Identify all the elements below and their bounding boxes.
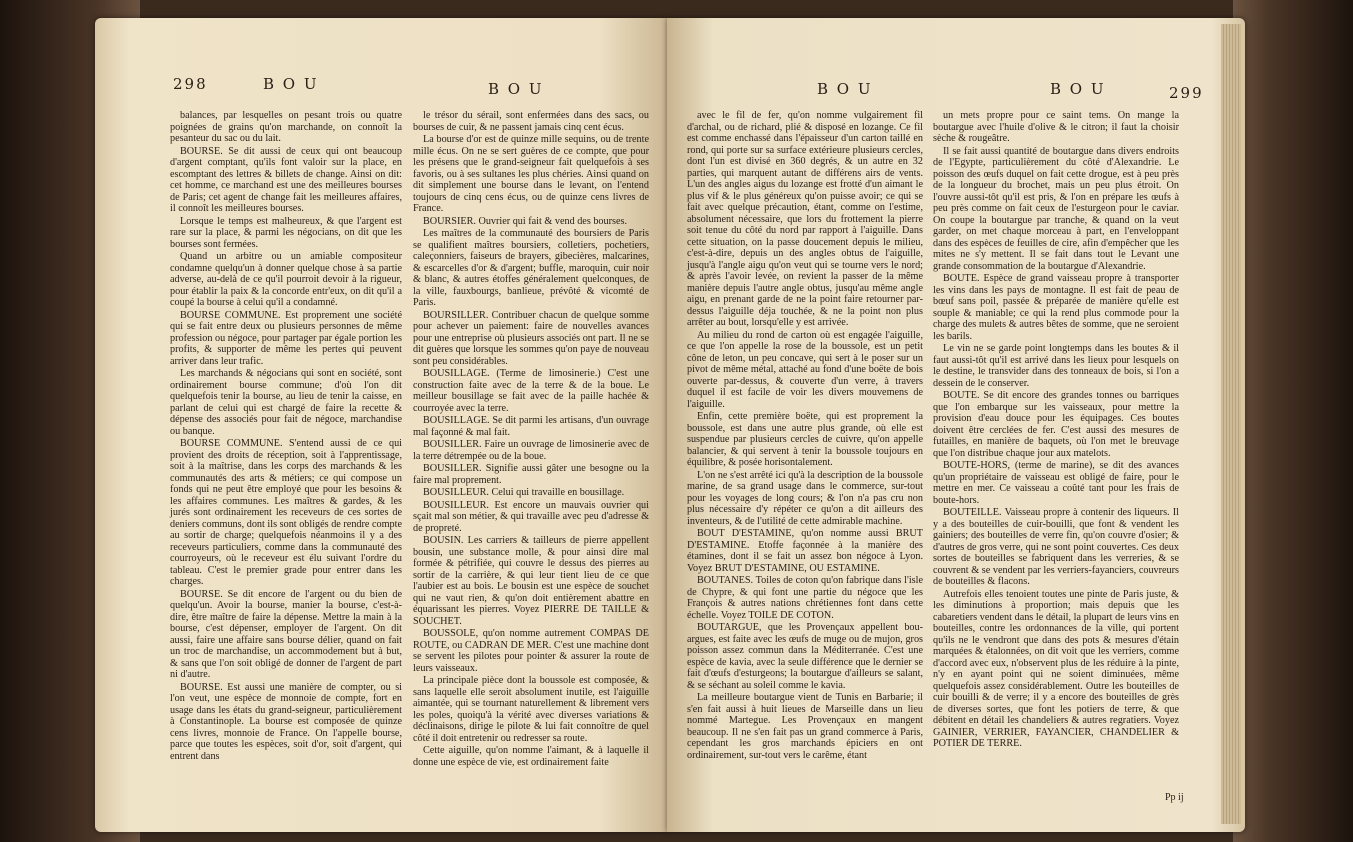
paragraph: un mets propre pour ce saint tems. On mange la boutargue avec l'huile d'olive & le citron; il faut la choisir sèche & rougeâtre. <box>933 110 1179 144</box>
running-header-left-col2: B O U <box>488 80 544 98</box>
paragraph: BOUTARGUE, que les Provençaux appellent bou-argues, est faite avec les œufs de muge ou de mujon, gros poisson assez commun dans la Méditerranée. C'est une espèce de kavia, avec la seule différence que le dernier se fait d'œufs d'esturgeons; la boutargue d'ailleurs se salant, & se séchant au soleil comme le kavia. <box>687 622 923 691</box>
paragraph: BOUSILLER. Faire un ouvrage de limosinerie avec de la terre détrempée ou de la boue. <box>413 439 649 462</box>
paragraph: La principale pièce dont la boussole est composée, & sans laquelle elle seroit absolument inutile, est l'aiguille aimantée, qui se tournant naturellement & librement vers les poles, quoiqu'à la vérité avec diverses variations & déclinaisons, dirige le pilote & lui fait connoître de quel côté il doit entretenir ou redresser sa route. <box>413 675 649 744</box>
paragraph: BOUSIN. Les carriers & tailleurs de pierre appellent bousin, une substance molle, & pour ainsi dire mal formée & pétrifiée, qui couvre le dessus des pierres au sortir de la carrière, & qui leur tient lieu de ce que l'aubier est au bois. Le bousin est une espèce de souchet qui ne vaut rien, & qu'on doit entièrement abattre en équarissant les pierres. Voyez PIERRE DE TAILLE & SOUCHET. <box>413 535 649 627</box>
running-header-right-col2: B O U <box>1050 80 1106 98</box>
paragraph: BOUTE. Espèce de grand vaisseau propre à transporter les vins dans les pays de montagne. Il est fait de peau de bœuf sans poil, passée & préparée de manière qu'elle est souple & maniable; ce qui la rend plus commode pour la charge des mulets & autres bêtes de somme, que ne seroient les barils. <box>933 273 1179 342</box>
page-edges <box>1221 24 1241 824</box>
paragraph: BOUSILLAGE. (Terme de limosinerie.) C'est une construction faite avec de la terre & de la boue. Le meilleur bousillage se fait avec de la paille hachée & courroyée avec la terre. <box>413 368 649 414</box>
paragraph: Le vin ne se garde point longtemps dans les boutes & il faut aussi-tôt qu'il est arrivé dans les lieux pour lesquels on le destine, le transvider dans des tonneaux de bois, si l'on a dessein de le conserver. <box>933 343 1179 389</box>
page-number-right: 299 <box>1169 84 1204 102</box>
paragraph: Autrefois elles tenoient toutes une pinte de Paris juste, & les diminutions à proportion; mais depuis que les cabaretiers vendent dans le détail, la plupart de leurs vins en bouteilles, contre les ordonnances de la ville, qui portent qu'ils ne le vendront que dans des pots & mesures d'étain marquées & étalonnées, on dit voit que les verriers, comme d'accord avec eux, n'observent plus de les réduire à la pinte, n'y en ayant point qui ne soient diminuées, même quelquefois assez considérablement. Outre les bouteilles de cuir bouilli & de verre; il y a encore des bouteilles de grès de diverses sortes, que font les potiers de terre, & que débitent en détail les chandeliers & autres regratiers. Voyez GAINIER, VERRIER, FAYANCIER, CHANDELIER & POTIER DE TERRE. <box>933 588 1179 749</box>
paragraph: BOURSE. Se dit encore de l'argent ou du bien de quelqu'un. Avoir la bourse, manier la bourse, c'est-à-dire, être maître de faire la dépense. Mettre la main à la bourse, c'est dépenser, employer de l'argent. On dit aussi, faire une affaire sans bourse délier, quand on fait un troc de marchandise, un accommodement but à but, & sans que l'on soit obligé de donner de l'argent de part ni d'autre. <box>170 588 402 680</box>
paragraph: Quand un arbitre ou un amiable compositeur condamne quelqu'un à donner quelque chose à sa partie adverse, au-delà de ce qu'il pourroit devoir à la rigueur, pour établir la paix & la concorde entr'eux, on dit qu'il a coupé la bourse à celui qu'il a condamné. <box>170 251 402 308</box>
paragraph: BOUTANES. Toiles de coton qu'on fabrique dans l'isle de Chypre, & qui font une partie du négoce que les François & autres nations chrétiennes font dans cette échelle. Voyez TOILE DE COTON. <box>687 575 923 621</box>
left-page-column-1 <box>170 110 402 763</box>
paragraph: L'on ne s'est arrêté ici qu'à la description de la boussole marine, de sa grand usage dans le commerce, sur-tout pour les voyages de long cours; & l'on n'a pas cru non plus nécessaire d'y répéter ce qu'on a dit ailleurs des inventeurs, & de l'utilité de cette admirable machine. <box>687 469 923 527</box>
paragraph: BOURSE COMMUNE. S'entend aussi de ce qui provient des droits de réception, soit à l'apprentissage, soit à la maîtrise, dans les corps des marchands & les communautés des arts & métiers; ce qui compose un fonds qui ne peut être employé que pour les besoins & les affaires communes. Les maîtres & gardes, & les jurés sont ordinairement les receveurs de ces sortes de deniers communs, dont ils sont obligés de rendre compte au sortir de charge; quelquefois néanmoins il y a des receveurs particuliers, comme dans la communauté des courroyeurs, où le receveur est élu suivant l'ordre du tableau. C'est le premier grade pour entrer dans les charges. <box>170 438 402 587</box>
page-number-left: 298 <box>173 75 208 93</box>
paragraph: BOUSILLAGE. Se dit parmi les artisans, d'un ouvrage mal façonné & mal fait. <box>413 415 649 438</box>
paragraph: BOUSSOLE, qu'on nomme autrement COMPAS DE ROUTE, ou CADRAN DE MER. C'est une machine dont se servent les pilotes pour pointer & assurer la route de leurs vaisseaux. <box>413 628 649 674</box>
paragraph: Les marchands & négocians qui sont en société, sont ordinairement bourse commune; d'où l'on dit quelquefois tenir la bourse, au lieu de tenir la caisse, en parlant de celui qui est chargé de faire la recette & dépense des associés pour fait de négoce, marchandise ou banque. <box>170 368 402 437</box>
left-page <box>95 18 667 832</box>
right-page <box>667 18 1245 832</box>
paragraph: La meilleure boutargue vient de Tunis en Barbarie; il s'en fait aussi à huit lieues de Marseille dans un lieu nommé Martegue. Les Provençaux en mangent beaucoup. Il ne s'en fait pas un grand commerce à Paris, cependant les gros marchands épiciers en ont ordinairement, sur-tout vers le carême, étant <box>687 692 923 761</box>
signature-mark: Pp ij <box>1165 792 1184 803</box>
paragraph: Il se fait aussi quantité de boutargue dans divers endroits de l'Egypte, particulièrement du côté d'Alexandrie. Le poisson des œufs duquel on fait cette drogue, est à peu près de la longueur du brochet, mais un peu plus étroit. On l'ouvre aussi-tôt qu'il est pris, & l'on en prépare les œufs à peu près comme on fait ceux de l'esturgeon pour le caviar. On coupe la boutargue par tranche, & quand on la veut garder, on met chaque morceau à part, en l'enveloppant dans des espèces de feuilles de cire, afin d'empêcher que les mites ne s'y mettent. Il se fait dans tout le Levant une grande consommation de la boutargue d'Alexandrie. <box>933 145 1179 272</box>
paragraph: Au milieu du rond de carton où est engagée l'aiguille, ce que l'on appelle la rose de la boussole, est un petit cône de leton, un peu concave, qui sert à le poser sur un pivot de même métal, attaché au fond d'une boëte de bois ouverte par-dessus, & couverte d'un verre, à travers duquel il est facile de voir les divers mouvemens de l'aiguille. <box>687 329 923 410</box>
paragraph: balances, par lesquelles on pesant trois ou quatre poignées de grains qu'on marchande, on connoît la pesanteur du sac ou du lait. <box>170 110 402 144</box>
running-header-right-col1: B O U <box>817 80 873 98</box>
paragraph: avec le fil de fer, qu'on nomme vulgairement fil d'archal, ou de richard, plié & disposé en lozange. Ce fil est comme enchassé dans l'épaisseur d'un carton taillé en rond, qui porte sur sa surface extérieure plusieurs cercles, dont l'un est divisé en 360 degrés, & un autre en 32 parties, qui marquent autant de différens airs de vents. L'un des angles aigus du lozange est frotté d'un aimant le plus vif & le plus généreux qu'on puisse avoir; ce qui se fait avec quelque précaution, étant, comme on l'estime, absolument nécessaire, que lors du frottement la pierre soit tenue du côté du nord par rapport à l'aiguille. Dans cette situation, on la passe doucement depuis le milieu, c'est-à-dire, depuis un des angles obtus de l'aiguille, jusqu'à l'angle aigu qu'on veut qui se tourne vers le nord; & après l'avoir levée, on revient la passer de la même manière depuis l'autre angle obtus, jusqu'au même angle aigu, en prenant garde de ne la point faire retourner par-dessus l'aiguille déja touchée, & ne la point non plus arrêter au bout, lorsqu'elle y est arrivée. <box>687 110 923 328</box>
paragraph: BOUTE. Se dit encore des grandes tonnes ou barriques que l'on embarque sur les vaisseaux, pour mettre la provision d'eau douce pour les équipages. Ces boutes doivent être cerclées de fer. C'est aussi des mesures de futailles, en manière de baquets, où l'on met le breuvage que l'on distribue chaque jour aux matelots. <box>933 390 1179 459</box>
paragraph: La bourse d'or est de quinze mille sequins, ou de trente mille écus. On ne se sert guères de ce compte, que pour les présens que le grand-seigneur fait quelquefois à ses favoris, ou à ses sultanes les plus chéries. Ainsi quand on dit simplement une bourse dans le levant, on l'entend toujours de cinq cens écus, ou de quinze cens livres de France. <box>413 134 649 214</box>
paragraph: Les maîtres de la communauté des boursiers de Paris se qualifient maîtres boursiers, colletiers, pochetiers, caleçonniers, faiseurs de brayers, gibecières, malcarines, & escarcelles d'or & d'argent; buffle, maroquin, cuir noir & blanc, & autres étoffes généralement quelconques, de la ville, fauxbourgs, banlieue, prévôté & vicomté de Paris. <box>413 228 649 308</box>
paragraph: BOURSE. Est aussi une manière de compter, ou si l'on veut, une espèce de monnoie de compte, fort en usage dans les états du grand-seigneur, particulièrement à Constantinople. La bourse est composée de quinze cens livres, monnoie de France. On l'appelle bourse, parce que toutes les espèces, soit d'or, soit d'argent, qui entrent dans <box>170 681 402 762</box>
paragraph: BOUT D'ESTAMINE, qu'on nomme aussi BRUT D'ESTAMINE. Etoffe façonnée à la manière des étamines, dont il se fait un assez bon négoce à Lyon. Voyez BRUT D'ESTAMINE, OU ESTAMINE. <box>687 528 923 574</box>
paragraph: Lorsque le temps est malheureux, & que l'argent est rare sur la place, & parmi les négocians, on dit que les bourses sont fermées. <box>170 215 402 250</box>
paragraph: BOUTEILLE. Vaisseau propre à contenir des liqueurs. Il y a des bouteilles de cuir-bouilli, que font & vendent les gainiers; des bouteilles de verre fin, qu'on couvre d'osier; & d'autres de gros verre, qui ne sont point couvertes. Ces deux sortes de bouteilles se fabriquent dans les verreries, & se couvrent & se vendent par les verriers-fayanciers, couvreurs de bouteilles & flacons. <box>933 507 1179 587</box>
left-page-column-2 <box>413 110 649 769</box>
paragraph: BOUTE-HORS, (terme de marine), se dit des avances qu'un propriétaire de vaisseau est obligé de faire, pour le mettre en mer. Ce vaisseau a coûté tant pour les frais de boute-hors. <box>933 460 1179 506</box>
paragraph: BOUSILLEUR. Celui qui travaille en bousillage. <box>423 487 625 498</box>
paragraph: BOURSILLER. Contribuer chacun de quelque somme pour achever un paiement: faire de nouvelles avances pour une entreprise où plusieurs associés ont part. Il ne se dit guères que lorsque les sommes qu'on paye de nouveau sont peu considérables. <box>413 309 649 367</box>
paragraph: BOURSE COMMUNE. Est proprement une société qui se fait entre deux ou plusieurs personnes de même profession ou négoce, pour partager par égale portion les profits, & supporter de même les pertes qui peuvent arriver dans leur trafic. <box>170 309 402 367</box>
running-header-left-col1: B O U <box>263 75 319 93</box>
paragraph: le trésor du sérail, sont enfermées dans des sacs, ou bourses de cuir, & ne passent jamais cinq cent écus. <box>413 110 649 133</box>
right-page-column-1 <box>687 110 923 762</box>
right-page-column-2 <box>933 110 1179 751</box>
paragraph: Enfin, cette première boëte, qui est proprement la boussole, est dans une autre plus grande, où elle est suspendue par plusieurs cercles de cuivre, qu'on appelle balancier, & qui servent à tenir la boussole toujours en équilibre, & posée horisontalement. <box>687 411 923 468</box>
paragraph: BOUSILLER. Signifie aussi gâter une besogne ou la faire mal proprement. <box>413 463 649 486</box>
paragraph: BOURSIER. Ouvrier qui fait & vend des bourses. <box>423 215 628 227</box>
paragraph: BOUSILLEUR. Est encore un mauvais ouvrier qui sçait mal son métier, & qui travaille avec peu d'adresse & de propreté. <box>413 499 649 534</box>
paragraph: Cette aiguille, qu'on nomme l'aimant, & à laquelle il donne une espèce de vie, est ordinairement faite <box>413 745 649 768</box>
book-edge-right <box>1233 0 1353 842</box>
paragraph: BOURSE. Se dit aussi de ceux qui ont beaucoup d'argent comptant, qu'ils font valoir sur la place, en escomptant des lettres & billets de change. Ainsi on dit: cet homme, ce marchand est une des meilleures bourses de Paris; cet agent de change fait les meilleures affaires, il connoît les meilleures bourses. <box>170 145 402 214</box>
